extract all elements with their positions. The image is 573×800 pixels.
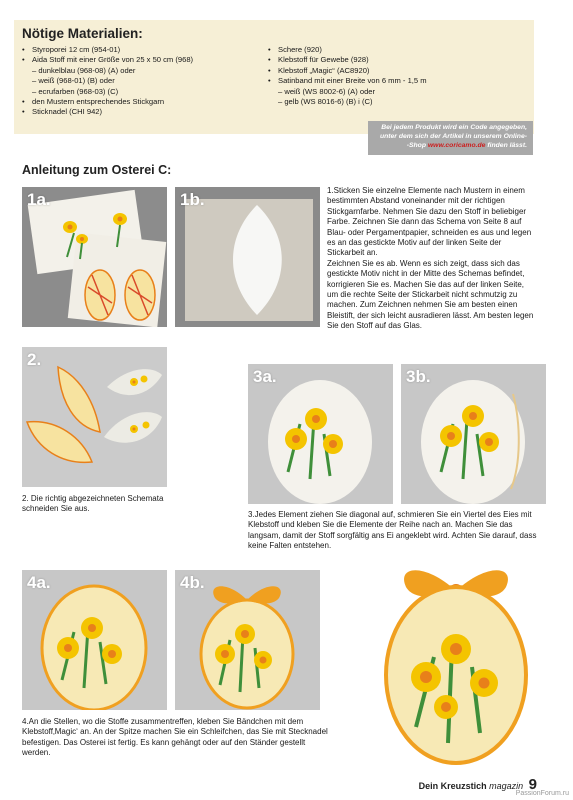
materials-item: • Satinband mit einer Breite von 6 mm - 1,5 m: [268, 76, 427, 86]
shop-note: [368, 121, 533, 155]
materials-item: • den Mustern entsprechendes Stickgarn: [22, 97, 193, 107]
section-title: Anleitung zum Osterei C:: [22, 163, 172, 177]
materials-item: – dunkelblau (968-08) (A) oder: [32, 65, 136, 75]
watermark: PassionForum.ru: [515, 790, 569, 797]
step-3-text: 3.Jedes Element ziehen Sie diagonal auf, schmieren Sie ein Viertel des Eies mit Klebstoff und kleben Sie die Elemente der Reihe nach an. Machen Sie das langsam, damit der Stoff sorgfältig ans Ei angeklebt wird. Achten Sie darauf, dass keine Falten entstehen.: [248, 510, 537, 551]
photo-3b: [401, 364, 546, 504]
materials-item: – gelb (WS 8016-6) (B) i (C): [278, 97, 373, 107]
photo-final-egg: [376, 557, 536, 767]
photo-label: 3b.: [406, 367, 431, 386]
shop-note-line: Bei jedem Produkt wird ein Code angegeben,: [381, 124, 527, 131]
magazine-word: magazin: [489, 781, 524, 791]
materials-item: – weiß (WS 8002-6) (A) oder: [278, 86, 376, 96]
photo-label: 1a.: [27, 190, 51, 209]
materials-list-right: [268, 45, 427, 107]
materials-item: – weiß (968-01) (B) oder: [32, 76, 115, 86]
photo-3a: [248, 364, 393, 504]
step-4-text: 4.An die Stellen, wo die Stoffe zusammentreffen, kleben Sie Bändchen mit dem Klebstoff‚Magic‘ an. An der Spitze machen Sie ein Schleifchen, das Sie mit Stecknadel befestigen. Das Osterei ist fertig. Es kann gehängt oder auf den Ständer gestellt werden.: [22, 717, 328, 758]
materials-item: • Schere (920): [268, 45, 427, 55]
materials-title: Nötige Materialien:: [22, 26, 143, 41]
materials-item: • Klebstoff für Gewebe (928): [268, 55, 427, 65]
photo-label: 3a.: [253, 367, 277, 386]
photo-4b: [175, 570, 320, 710]
step-1-paragraph: 1.Sticken Sie einzelne Elemente nach Mustern in einem bestimmten Abstand voneinander mit der richtigen Stickgarnfarbe. Nehmen Sie dazu den Stoff in beliebiger Farbe. Zeichnen Sie dann das Schema von Seite 8 auf Blau- oder Pergamentpapier, schneiden es aus und legen es an das gestickte Motiv auf der linken Seite der Stickarbeit an.: [327, 186, 532, 258]
shop-link[interactable]: www.coricamo.de: [427, 142, 486, 149]
shop-note-line: -Shop www.coricamo.de finden lässt.: [406, 142, 527, 149]
step-1-text: [327, 186, 537, 332]
materials-list-left: [22, 45, 193, 118]
magazine-brand: Dein Kreuzstich: [418, 781, 487, 791]
photo-label: 1b.: [180, 190, 205, 209]
photo-1a: [22, 187, 167, 327]
materials-item: • Aida Stoff mit einer Größe von 25 x 50 cm (968): [22, 55, 193, 65]
photo-label: 4a.: [27, 573, 51, 592]
photo-4a: [22, 570, 167, 710]
photo-label: 2.: [27, 350, 42, 369]
materials-item: – ecrufarben (968-03) (C): [32, 86, 119, 96]
materials-item: • Klebstoff „Magic“ (AC8920): [268, 66, 427, 76]
photo-label: 4b.: [180, 573, 205, 592]
shop-note-line: unter dem sich der Artikel in unserem Online-: [379, 133, 527, 140]
materials-item: • Styroporei 12 cm (954-01): [22, 45, 193, 55]
step-1b-paragraph: Zeichnen Sie es ab. Wenn es sich zeigt, dass sich das gestickte Motiv nicht in der Mitte des Schemas befindet, korrigieren Sie es. Machen Sie das auf der linken Seite, um die rechte Seite der Stickarbeit nicht schmutzig zu machen. Zum Zeichnen nehmen Sie am besten einen Bleistift, der sich leicht ausradieren lässt. Am besten legen Sie den Stoff auf das Glas.: [327, 258, 534, 331]
materials-item: • Sticknadel (CHI 942): [22, 107, 193, 117]
photo-2: [22, 347, 167, 487]
page-number: 9: [528, 776, 537, 793]
photo-1b: [175, 187, 320, 327]
step-2-text: 2. Die richtig abgezeichneten Schemata schneiden Sie aus.: [22, 494, 164, 514]
